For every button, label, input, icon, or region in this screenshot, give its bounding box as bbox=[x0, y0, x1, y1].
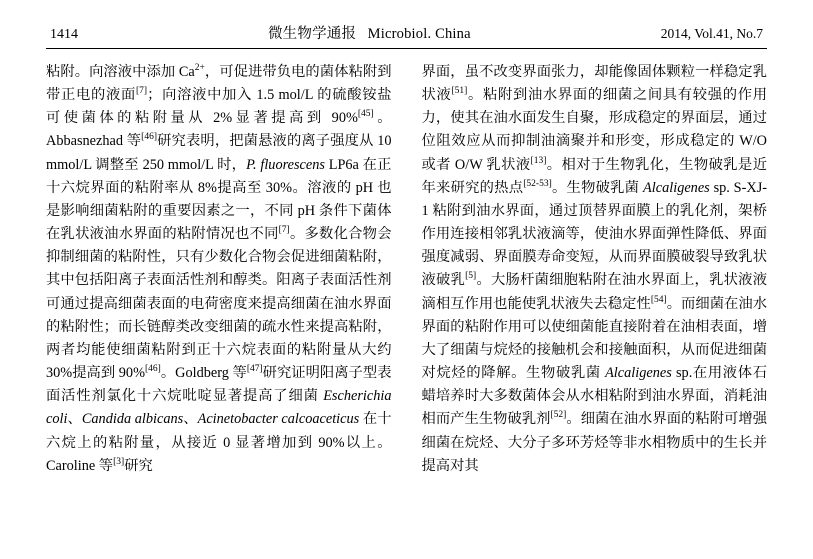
reference-superscript: [7] bbox=[278, 225, 290, 236]
reference-superscript: [51] bbox=[451, 86, 468, 97]
reference-superscript: [52] bbox=[550, 410, 567, 421]
page-number: 1414 bbox=[50, 27, 78, 42]
reference-superscript: [46] bbox=[144, 364, 161, 375]
species-name: Candida albicans bbox=[81, 411, 184, 428]
species-name: Acinetobacter calcoaceticus bbox=[197, 411, 360, 428]
reference-superscript: [54] bbox=[650, 294, 667, 305]
journal-title-cn: 微生物学通报 bbox=[267, 26, 357, 42]
body-columns bbox=[46, 61, 767, 478]
left-column bbox=[46, 61, 392, 478]
reference-superscript: [52-53] bbox=[523, 179, 552, 190]
reference-superscript: [3] bbox=[113, 456, 125, 467]
journal-title bbox=[268, 22, 471, 43]
reference-superscript: [47] bbox=[246, 364, 263, 375]
reference-superscript: [5] bbox=[465, 271, 477, 282]
species-name: P. fluorescens bbox=[246, 156, 325, 173]
reference-superscript: 2+ bbox=[194, 63, 205, 74]
reference-superscript: [7] bbox=[136, 86, 148, 97]
journal-title-en: Microbiol. China bbox=[367, 26, 471, 42]
header-divider bbox=[46, 48, 767, 49]
species-name: Alcaligenes bbox=[605, 365, 672, 382]
reference-superscript: [13] bbox=[530, 155, 547, 166]
left-column-text: 粘附。向溶液中添加 $Ca^{2+}$，可促进带负电的菌体粘附到带正电的液面[7]；向溶液中加入 1.5 mol/L 的硫酸铵盐可使菌体的粘附量从 2%显著提高到 90%[45]。Abbasnezhad 等[46]研究表明，把菌悬液的离子强度从 10 mmol/L 调整至 250 mmol/L 时，P. fluorescens LP6a 在正十六烷界面的粘附率从 8%提高至 30%。溶液的 pH 也是影响细菌粘附的重要因素之一，不同 pH 条件下菌体在乳状液油水界面的粘附情况也不同[7]。多数化合物会抑制细菌的粘附性，只有少数化合物会促进细菌粘附，其中包括阳离子表面活性剂和醇类。阳离子表面活性剂可通过提高细菌表面的电荷密度来提高细菌在油水界面的粘附性；而长链醇类改变细菌的疏水性来提高粘附，两者均能使细菌粘附到正十六烷表面的粘附量从大约 30%提高到 90%[46]。Goldberg 等[47]研究证明阳离子型表面活性剂氯化十六烷吡啶显著提高了细菌 Escherichia coli、Candida albicans、Acinetobacter calcoaceticus 在十六烷上的粘附量，从接近 0 显著增加到 90%以上。Caroline 等[3]研究 bbox=[46, 63, 392, 474]
page-header bbox=[46, 22, 767, 48]
reference-superscript: [45] bbox=[357, 109, 374, 120]
issue-info: 2014, Vol.41, No.7 bbox=[660, 26, 763, 41]
species-name: Alcaligenes bbox=[643, 179, 710, 196]
reference-superscript: [46] bbox=[141, 132, 157, 143]
species-name: Escherichia coli bbox=[46, 388, 392, 428]
right-column-text: 界面，虽不改变界面张力，却能像固体颗粒一样稳定乳状液[51]。粘附到油水界面的细菌之间具有较强的作用力，使其在油水面发生自聚，形成稳定的界面层，通过位阻效应从而抑制油滴聚并和形变，形成稳定的 W/O 或者 O/W 乳状液[13]。相对于生物乳化，生物破乳是近年来研究的热点[52-53]。生物破乳菌 Alcaligenes sp. S-XJ-1 粘附到油水界面，通过顶替界面膜上的乳化剂，架桥作用连接相邻乳状液滴等，使油水界面弹性降低、界面强度减弱、界面膜寿命变短，从而界面膜破裂导致乳状液破乳[5]。大肠杆菌细胞粘附在油水界面上，乳状液液滴相互作用也能使乳状液失去稳定性[54]。而细菌在油水界面的粘附作用可以使细菌能直接附着在油相表面，增大了细菌与烷烃的接触机会和接触面积，从而促进细菌对烷烃的降解。生物破乳菌 Alcaligenes sp.在用液体石蜡培养时大多数菌体会从水相粘附到油水界面，消耗油相而产生生物破乳剂[52]。细菌在油水界面的粘附可增强细菌在烷烃、大分子多环芳烃等非水相物质中的生长并提高对其 bbox=[421, 64, 768, 474]
right-column bbox=[422, 61, 768, 478]
